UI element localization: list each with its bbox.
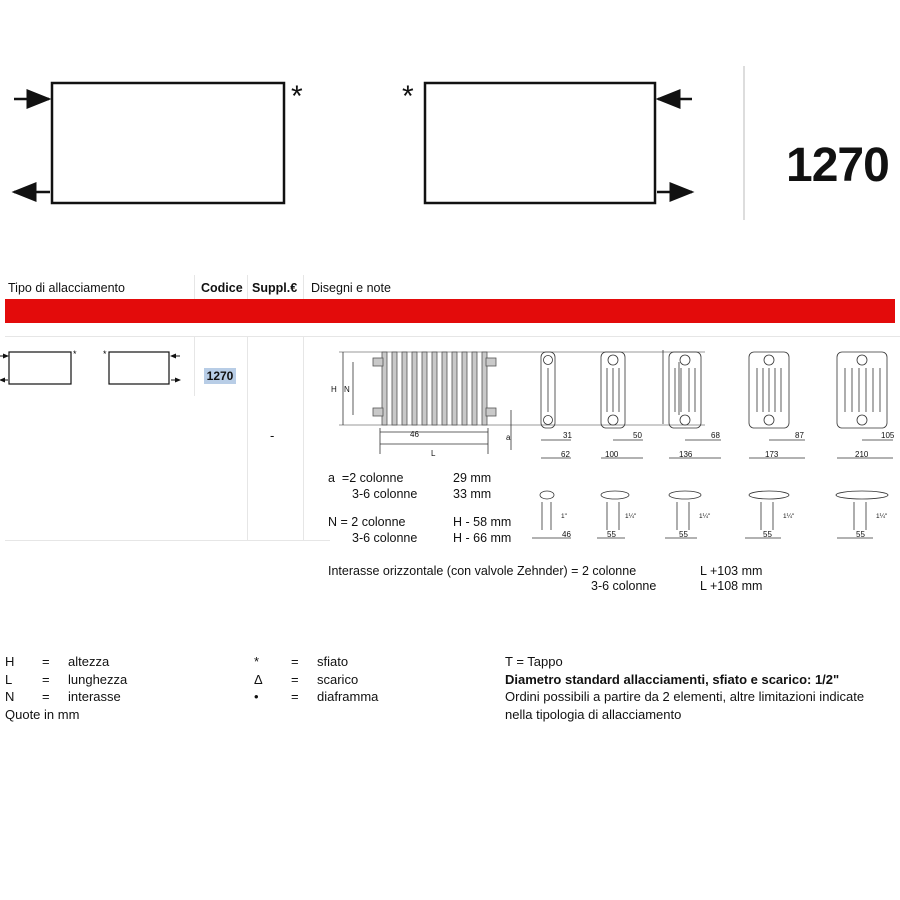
dim-L-label: L xyxy=(431,449,436,458)
dim-label: 55 xyxy=(763,530,772,539)
legend-row: N = interasse xyxy=(5,689,121,704)
row-connection-thumbnails xyxy=(0,345,190,395)
dim-label: 31 xyxy=(563,431,572,440)
note-interasse-value1: L +103 mm xyxy=(700,564,763,578)
svg-text:*: * xyxy=(73,349,77,359)
row-divider xyxy=(5,540,330,541)
col-divider xyxy=(247,336,248,540)
pipe-size-label: 1¼" xyxy=(783,513,795,520)
top-view-4col xyxy=(669,352,721,458)
dim-label: 100 xyxy=(605,450,619,459)
col-divider xyxy=(303,336,304,540)
legend-row: • = diaframma xyxy=(254,689,379,704)
dim-N-label: N xyxy=(344,385,350,394)
code-badge[interactable]: 1270 xyxy=(204,368,236,384)
dim-label: 136 xyxy=(679,450,693,459)
pipe-size-label: 1¼" xyxy=(699,513,711,520)
dim-label: 50 xyxy=(633,431,642,440)
dim-H-label: H xyxy=(331,385,337,394)
legend-quote: Quote in mm xyxy=(5,706,80,722)
pipe-size-label: 1" xyxy=(561,513,567,520)
pipe-size-label: 1¼" xyxy=(625,513,637,520)
col-header-disegni: Disegni e note xyxy=(311,281,391,295)
legend-symbols-dimensions xyxy=(5,653,127,723)
sfiato-mark: * xyxy=(291,80,303,113)
dim-label: 87 xyxy=(795,431,804,440)
dim-46-label: 46 xyxy=(410,430,419,439)
note-n-2col-value: H - 58 mm xyxy=(453,515,512,529)
dim-label: 55 xyxy=(856,530,865,539)
legend-row: * = sfiato xyxy=(254,654,349,669)
legend-diametro: Diametro standard allacciamenti, sfiato e scarico: 1/2" xyxy=(505,671,840,687)
radiator-outline-right xyxy=(425,83,655,203)
connection-diagrams xyxy=(0,0,740,230)
col-divider xyxy=(194,336,195,396)
dim-label: 173 xyxy=(765,450,779,459)
legend-ordini: nella tipologia di allacciamento xyxy=(505,706,682,722)
dim-label: 68 xyxy=(711,431,720,440)
dim-label: 46 xyxy=(562,530,571,539)
divider xyxy=(743,66,745,220)
dim-label: 55 xyxy=(607,530,616,539)
col-header-tipo: Tipo di allacciamento xyxy=(8,281,125,295)
connection-left-diagram xyxy=(14,83,284,203)
note-interasse-value2: L +108 mm xyxy=(700,579,763,593)
legend-ordini: Ordini possibili a partire da 2 elementi, altre limitazioni indicate xyxy=(505,689,865,704)
header-red-bar xyxy=(5,299,895,323)
sfiato-mark: * xyxy=(402,80,414,113)
top-view-3col xyxy=(601,352,643,458)
col-divider xyxy=(247,275,248,299)
legend-row: L = lunghezza xyxy=(5,671,128,687)
note-interasse: Interasse orizzontale (con valvole Zehnder) = 2 colonne xyxy=(328,564,637,578)
pipe-size-label: 1¼" xyxy=(876,513,888,520)
dim-label: 210 xyxy=(855,450,869,459)
top-view-5col xyxy=(749,352,805,458)
note-a-36col-value: 33 mm xyxy=(453,487,492,501)
col-header-codice: Codice xyxy=(201,281,243,295)
note-a-2col: a =2 colonne xyxy=(328,471,404,485)
technical-drawing xyxy=(325,340,900,555)
svg-text:*: * xyxy=(103,349,107,359)
legend-row: Δ = scarico xyxy=(254,671,359,687)
dim-label: 55 xyxy=(679,530,688,539)
col-divider xyxy=(303,275,304,299)
note-interasse-36col: 3-6 colonne xyxy=(591,579,657,593)
legend-tappo: T = Tappo xyxy=(505,654,563,669)
top-view-6col xyxy=(837,352,893,458)
dim-label: 105 xyxy=(881,431,895,440)
note-n-2col: N = 2 colonne xyxy=(328,515,406,529)
product-code: 1270 xyxy=(786,139,889,192)
col-divider xyxy=(194,275,195,299)
note-n-36col-value: H - 66 mm xyxy=(453,531,512,545)
top-view-2col xyxy=(541,352,571,458)
radiator-outline-left xyxy=(52,83,284,203)
connection-right-diagram xyxy=(425,83,692,203)
row-divider xyxy=(5,336,900,337)
legend-row: H = altezza xyxy=(5,654,110,669)
note-a-2col-value: 29 mm xyxy=(453,471,492,485)
col-header-suppl: Suppl.€ xyxy=(252,281,298,295)
dim-label: 62 xyxy=(561,450,570,459)
dim-a-label: a xyxy=(506,433,511,442)
suppl-value: - xyxy=(270,428,275,443)
note-a-36col: 3-6 colonne xyxy=(352,487,418,501)
radiator-side-view xyxy=(339,350,705,454)
note-n-36col: 3-6 colonne xyxy=(352,531,418,545)
legend-notes xyxy=(505,653,900,723)
legend-symbols-marks xyxy=(254,653,378,706)
